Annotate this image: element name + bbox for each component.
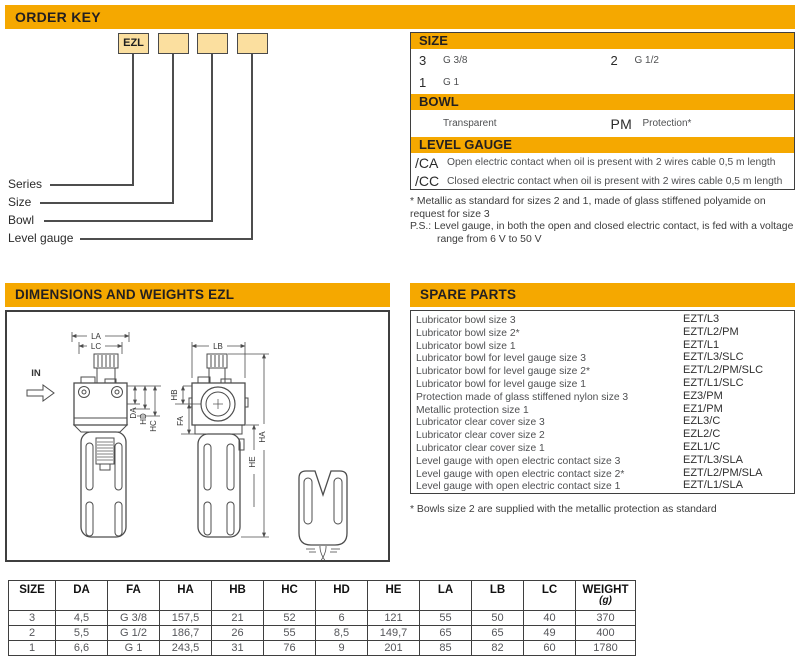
col-header: DA: [56, 581, 108, 611]
spare-part-code: EZT/L2/PM/SLC: [683, 364, 764, 377]
table-row: [9, 641, 636, 656]
table-cell: 4,5: [56, 611, 108, 626]
spare-part-label: Lubricator bowl size 1: [416, 340, 516, 352]
spare-parts-footnote: * Bowls size 2 are supplied with the metallic protection as standard: [410, 504, 717, 515]
col-header: HB: [212, 581, 264, 611]
bowl-desc: Transparent: [443, 118, 497, 129]
order-key-bowl-box: [197, 33, 228, 54]
size-code: 2: [610, 52, 618, 68]
table-cell: 1780: [576, 641, 636, 656]
table-cell: 65: [420, 626, 472, 641]
level-gauge-code: /CA: [415, 154, 439, 171]
level-gauge-desc: Open electric contact when oil is present with 2 wires cable 0,5 m length: [447, 157, 776, 168]
level-gauge-option-ca: [411, 153, 794, 172]
spare-part-label: Lubricator bowl size 2*: [416, 327, 520, 339]
order-key-label-bowl: Bowl: [8, 213, 35, 227]
table-cell: 85: [420, 641, 472, 656]
spare-part-label: Lubricator clear cover size 2: [416, 430, 545, 442]
order-key-label-series: Series: [8, 177, 43, 191]
spare-part-code: EZL1/C: [683, 440, 721, 453]
connector-line: [251, 54, 253, 239]
spare-part-row: [411, 454, 794, 467]
order-key-series-box: EZL: [118, 33, 149, 54]
bowl-section-header: BOWL: [411, 94, 794, 110]
dimensions-table-header-row: [9, 581, 636, 611]
order-key-options-box: [410, 32, 795, 190]
level-gauge-option-cc: [411, 172, 794, 190]
dim-label-ha: HA: [258, 431, 267, 443]
level-gauge-code: /CC: [415, 173, 440, 189]
table-cell: G 3/8: [108, 611, 160, 626]
spare-part-label: Level gauge with open electric contact size 1: [416, 481, 621, 493]
note-ps: P.S.: Level gauge, in both the open and closed electric contact, is fed with a voltage: [410, 221, 794, 232]
table-cell: 55: [264, 626, 316, 641]
table-cell: 26: [212, 626, 264, 641]
connector-line: [44, 220, 213, 222]
table-cell: 21: [212, 611, 264, 626]
dim-label-hd: HD: [139, 413, 148, 425]
spare-part-row: [411, 313, 794, 326]
order-key-label-levelgauge: Level gauge: [8, 231, 74, 245]
note-ps-continued: range from 6 V to 50 V: [437, 233, 542, 245]
spare-part-code: EZT/L2/PM: [683, 325, 739, 338]
table-cell: 40: [524, 611, 576, 626]
table-cell: 186,7: [160, 626, 212, 641]
bowl-desc: Protection*: [642, 118, 692, 129]
connector-line: [132, 54, 134, 185]
spare-parts-header: SPARE PARTS: [410, 283, 795, 307]
spare-part-row: [411, 326, 794, 339]
spare-parts-table: [410, 310, 795, 494]
table-cell: 157,5: [160, 611, 212, 626]
dim-label-hb: HB: [170, 389, 179, 401]
table-cell: 400: [576, 626, 636, 641]
note-metallic: * Metallic as standard for sizes 2 and 1, made of glass stiffened polyamide on request for size 3: [410, 196, 766, 220]
bowl-code: PM: [610, 115, 633, 132]
table-cell: 6: [316, 611, 368, 626]
table-cell: 55: [420, 611, 472, 626]
table-cell: 1: [9, 641, 56, 656]
spare-part-code: EZ3/PM: [683, 389, 723, 402]
table-cell: 60: [524, 641, 576, 656]
size-desc: G 1/2: [634, 54, 659, 66]
level-gauge-section-header: LEVEL GAUGE: [411, 137, 794, 153]
level-gauge-desc: Closed electric contact when oil is present with 2 wires cable 0,5 m length: [447, 175, 783, 187]
table-cell: 5,5: [56, 626, 108, 641]
table-cell: 370: [576, 611, 636, 626]
table-cell: 201: [368, 641, 420, 656]
spare-part-code: EZ1/PM: [683, 402, 723, 415]
table-cell: 9: [316, 641, 368, 656]
size-section-header: SIZE: [411, 33, 794, 49]
col-header: HC: [264, 581, 316, 611]
connector-line: [80, 238, 253, 240]
col-header: HD: [316, 581, 368, 611]
connector-line: [40, 202, 174, 204]
spare-part-label: Level gauge with open electric contact size 3: [416, 455, 621, 467]
weight-unit: (g): [599, 595, 612, 606]
spare-part-row: [411, 377, 794, 390]
spare-part-label: Lubricator clear cover size 3: [416, 417, 545, 429]
spare-part-code: EZT/L2/PM/SLA: [683, 466, 763, 479]
col-header: FA: [108, 581, 160, 611]
table-cell: 2: [9, 626, 56, 641]
col-header-weight: [576, 581, 636, 611]
spare-part-row: [411, 339, 794, 352]
order-key-header: ORDER KEY: [5, 5, 795, 29]
table-cell: 149,7: [368, 626, 420, 641]
dimensions-section-header: DIMENSIONS AND WEIGHTS EZL: [5, 283, 390, 307]
col-header: LA: [420, 581, 472, 611]
dim-label-lb: LB: [213, 342, 223, 351]
col-header: HA: [160, 581, 212, 611]
spare-part-label: Lubricator bowl for level gauge size 1: [416, 378, 586, 390]
bowl-options-row: [411, 110, 794, 137]
technical-drawing: [7, 312, 388, 560]
dim-label-lc: LC: [90, 342, 102, 351]
spare-part-label: Level gauge with open electric contact size 2*: [416, 468, 625, 480]
order-key-size-box: [158, 33, 189, 54]
spare-part-code: EZT/L1/SLA: [683, 479, 743, 492]
table-cell: 243,5: [160, 641, 212, 656]
order-key-notes: [410, 196, 798, 246]
dim-label-fa: FA: [176, 416, 185, 426]
table-cell: 50: [472, 611, 524, 626]
spare-part-label: Lubricator bowl size 3: [416, 315, 516, 326]
order-key-levelgauge-box: [237, 33, 268, 54]
table-cell: G 1: [108, 641, 160, 656]
spare-part-row: [411, 479, 794, 492]
size-options-row-2: [411, 71, 794, 94]
table-cell: 76: [264, 641, 316, 656]
col-header: LB: [472, 581, 524, 611]
col-header: HE: [368, 581, 420, 611]
spare-part-row: [411, 415, 794, 428]
spare-part-label: Lubricator clear cover size 1: [416, 442, 545, 454]
table-cell: 8,5: [316, 626, 368, 641]
spare-part-row: [411, 467, 794, 480]
table-cell: 82: [472, 641, 524, 656]
table-cell: 3: [9, 611, 56, 626]
spare-part-label: Lubricator bowl for level gauge size 3: [416, 353, 586, 365]
connector-line: [211, 54, 213, 221]
spare-part-row: [411, 428, 794, 441]
spare-part-label: Protection made of glass stiffened nylon size 3: [416, 391, 629, 403]
dim-label-in: IN: [31, 368, 41, 379]
col-header: LC: [524, 581, 576, 611]
table-row: [9, 611, 636, 626]
size-options-row-1: [411, 49, 794, 71]
spare-part-row: [411, 441, 794, 454]
spare-part-code: EZL2/C: [683, 428, 721, 441]
spare-part-row: [411, 351, 794, 364]
table-row: [9, 626, 636, 641]
spare-part-row: [411, 390, 794, 403]
table-cell: 52: [264, 611, 316, 626]
size-desc: G 1: [443, 77, 460, 88]
dim-label-he: HE: [248, 456, 257, 468]
spare-part-code: EZT/L1: [683, 338, 720, 351]
dimensions-table: [8, 580, 636, 656]
size-code: 1: [419, 75, 427, 90]
spare-part-row: [411, 403, 794, 416]
spare-part-code: EZT/L3/SLC: [683, 351, 744, 364]
spare-part-code: EZT/L1/SLC: [683, 376, 744, 389]
spare-part-label: Metallic protection size 1: [416, 404, 529, 416]
spare-part-code: EZT/L3: [683, 313, 720, 325]
spare-part-code: EZL3/C: [683, 415, 721, 428]
spare-part-code: EZT/L3/SLA: [683, 453, 743, 466]
connector-line: [50, 184, 134, 186]
table-cell: 49: [524, 626, 576, 641]
technical-drawing-box: [5, 310, 390, 562]
size-desc: G 3/8: [443, 54, 468, 66]
table-cell: G 1/2: [108, 626, 160, 641]
dim-label-hc: HC: [149, 420, 158, 432]
dim-label-da: DA: [129, 407, 138, 419]
order-key-label-size: Size: [8, 195, 32, 209]
col-header: SIZE: [9, 581, 56, 611]
size-code: 3: [419, 52, 427, 68]
weight-label: WEIGHT: [582, 584, 629, 596]
dim-label-la: LA: [91, 332, 101, 341]
table-cell: 65: [472, 626, 524, 641]
connector-line: [172, 54, 174, 203]
table-cell: 121: [368, 611, 420, 626]
spare-part-label: Lubricator bowl for level gauge size 2*: [416, 366, 591, 378]
spare-part-row: [411, 364, 794, 377]
table-cell: 31: [212, 641, 264, 656]
table-cell: 6,6: [56, 641, 108, 656]
